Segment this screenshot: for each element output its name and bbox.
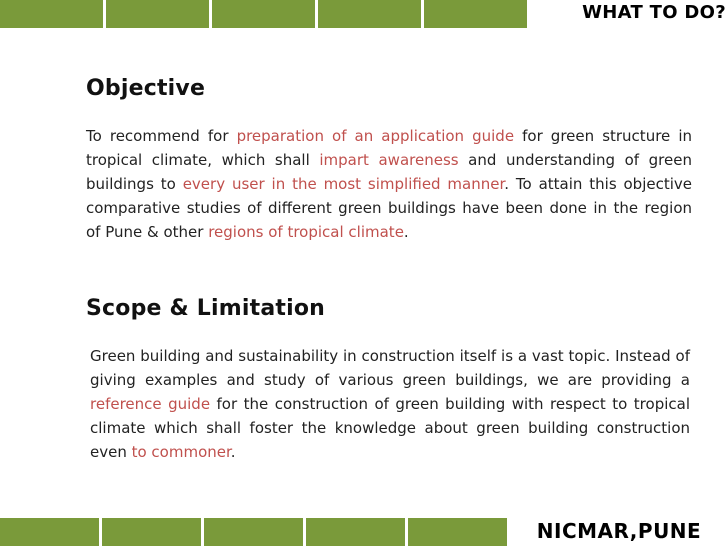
bottom-bar-block <box>408 518 507 546</box>
bottom-bar-block <box>204 518 303 546</box>
bottom-decor-bar <box>0 508 728 546</box>
top-bar-block <box>0 0 103 28</box>
top-decor-bar <box>0 0 728 28</box>
header-title-container <box>530 0 728 28</box>
text-segment: . To attain this objective comparative studies of different green buildings have been done in the region of Pune & other <box>86 175 693 241</box>
top-bar-block <box>212 0 315 28</box>
bottom-bar-block <box>306 518 405 546</box>
text-segment: . <box>230 443 236 461</box>
top-bar-block <box>424 0 527 28</box>
text-segment: and understanding of green buildings to <box>86 151 692 193</box>
footer-label-container <box>510 508 728 546</box>
highlighted-text: regions of tropical climate <box>208 223 404 241</box>
scope-paragraph <box>90 344 690 464</box>
text-segment: To recommend for <box>86 127 237 145</box>
top-bar-block <box>106 0 209 28</box>
footer-label: NICMAR,PUNE <box>536 519 702 543</box>
highlighted-text: preparation of an application guide <box>236 127 515 145</box>
highlighted-text: every user in the most simplified manner <box>182 175 505 193</box>
bottom-bar-block <box>0 518 99 546</box>
text-segment: Green building and sustainability in construction itself is a vast topic. Instead of giving examples and study of various green buildings, we are providing a <box>90 347 690 389</box>
highlighted-text: to commoner <box>131 443 231 461</box>
header-title: WHAT TO DO? <box>582 2 726 23</box>
bottom-bar-block <box>102 518 201 546</box>
text-segment: . <box>403 223 409 241</box>
text-segment: for the construction of green building with respect to tropical climate which shall foster the knowledge about green building construction even <box>90 395 690 461</box>
top-bar-block <box>318 0 421 28</box>
highlighted-text: impart awareness <box>319 151 459 169</box>
scope-heading: Scope & Limitation <box>86 296 325 321</box>
objective-heading: Objective <box>86 76 206 101</box>
text-segment: for green structure in tropical climate, which shall <box>86 127 692 169</box>
objective-paragraph <box>86 124 692 244</box>
highlighted-text: reference guide <box>90 395 211 413</box>
